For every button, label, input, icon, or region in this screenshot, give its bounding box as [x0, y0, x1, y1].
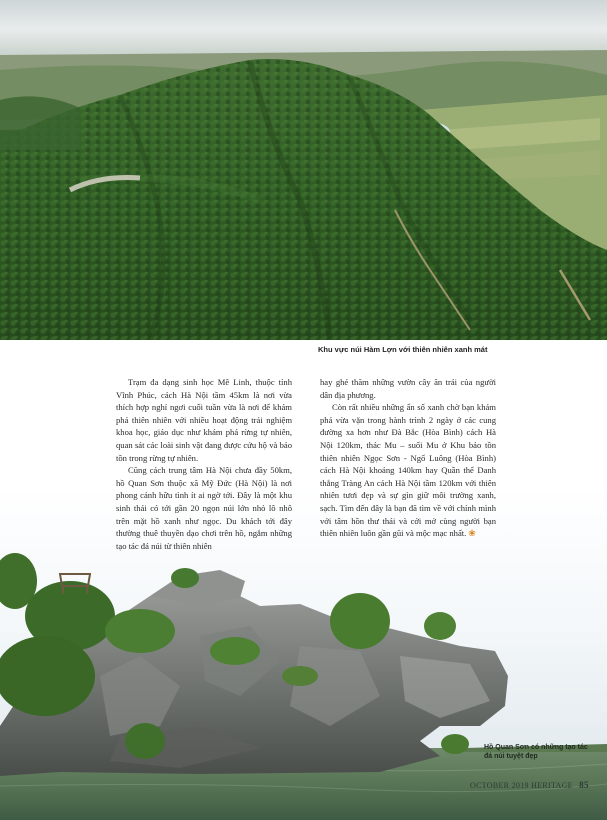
article-paragraph: Trạm đa dạng sinh học Mê Linh, thuộc tỉnh Vĩnh Phúc, cách Hà Nội tầm 45km là nơi vừa thích hợp nghỉ ngơi cuối tuần vừa là nơi để khám phá thiên nhiên với nhiều hoạt động trải nghiệm khoa học, giáo dục như khám phá rừng tự nhiên, quan sát các loài sinh vật đang được cứu hộ và bảo tồn trong rừng tự nhiên.	[116, 377, 292, 463]
lotus-end-mark-icon: ❀	[468, 528, 476, 539]
page-footer	[470, 780, 589, 790]
article-paragraph: hay ghé thăm những vườn cây ăn trái của người dân địa phương.	[320, 377, 496, 400]
article-paragraph-final	[320, 401, 496, 540]
article-paragraph-text: Còn rất nhiều những ẩn số xanh chờ bạn khám phá vừa vặn trong hành trình 2 ngày ở các cung đường xa hơn như Đà Bắc (Hòa Bình) cách Hà Nội 120km, thác Mu – suối Mu ở Khu bảo tồn thiên nhiên Ngọc Sơn - Ngổ Luông (Hòa Bình) cách Hà Nội khoảng 140km hay Quần thể Danh thắng Tràng An cách Hà Nội tầm 120km với thiên nhiên tươi đẹp và sự gìn giữ môi trường xanh, sạch. Tìm đến đây là bạn đã tìm về với chính mình với tâm hồn thư thái và cởi mở cùng người bạn thiên nhiên luôn gần gũi và mộc mạc nhất.	[320, 402, 496, 539]
bottom-photo-caption: Hồ Quan Sơn có những tạo tác đá núi tuyệt đẹp	[484, 744, 588, 760]
page-number: 85	[579, 780, 589, 790]
article-paragraph: Cũng cách trung tâm Hà Nội chưa đầy 50km, hồ Quan Sơn thuộc xã Mỹ Đức (Hà Nội) là nơi phong cảnh hữu tình ít ai ngờ tới. Đây là một khu sinh thái có tới gần 20 ngọn núi lớn nhỏ lô nhô trên mặt hồ xanh như ngọc. Du khách tới đây thường thuê thuyền dạo chơi trên hồ, ngắm những tạo tác đá núi từ thiên nhiên	[116, 465, 292, 551]
issue-label: OCTOBER 2019 HERITAGE	[470, 781, 573, 790]
aerial-forest-illustration	[0, 0, 607, 340]
lake-karst-photo	[0, 486, 607, 820]
top-photo-caption: Khu vực núi Hàm Lợn với thiên nhiên xanh mát	[318, 345, 488, 354]
lake-karst-illustration	[0, 486, 607, 820]
article-column-right	[320, 376, 496, 540]
article-column-left	[116, 376, 292, 552]
aerial-forest-photo	[0, 0, 607, 340]
